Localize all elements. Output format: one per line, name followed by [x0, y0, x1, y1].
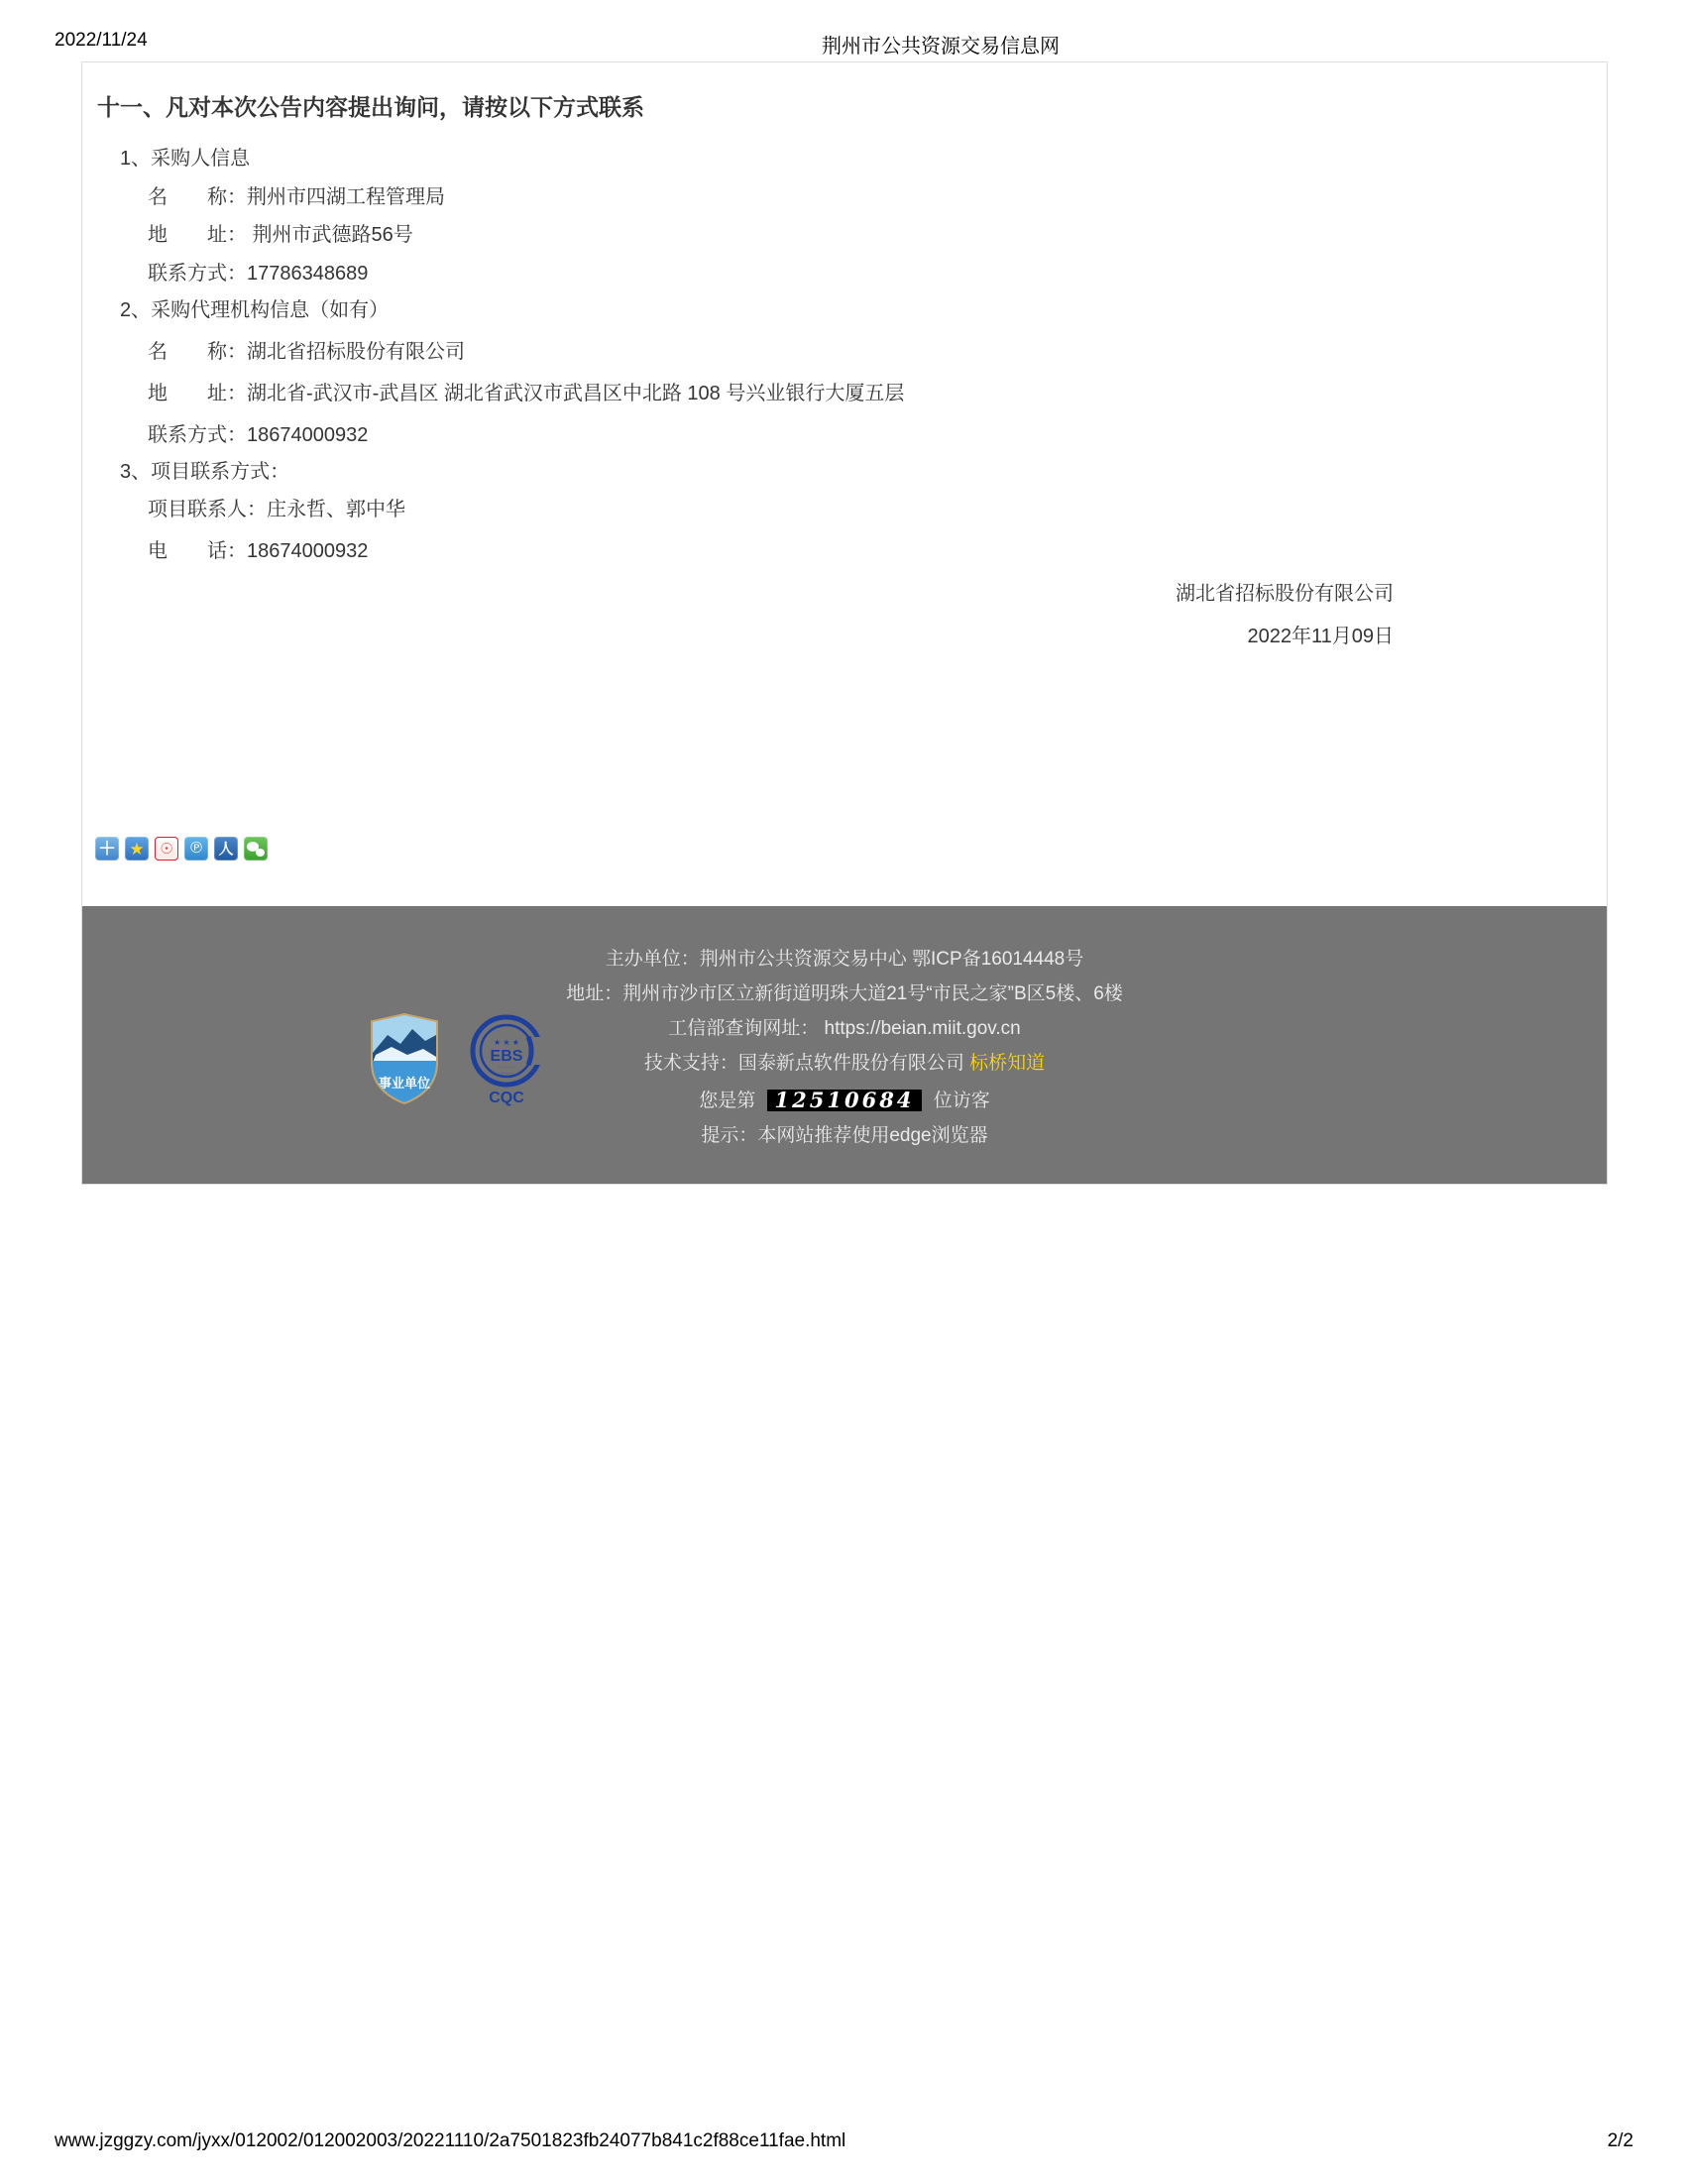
- agency-address: 地 址：湖北省-武汉市-武昌区 湖北省武汉市武昌区中北路 108 号兴业银行大厦五层: [148, 383, 905, 404]
- purchaser-contact: 联系方式：17786348689: [148, 263, 369, 285]
- visitor-counter: 12510684: [767, 1090, 923, 1111]
- project-contact-person: 项目联系人：庄永哲、郭中华: [148, 499, 405, 520]
- host-line: [82, 950, 1607, 969]
- biaoqiao-link[interactable]: 标桥知道: [969, 1053, 1046, 1074]
- weibo-share-icon[interactable]: [155, 837, 178, 861]
- icp-link[interactable]: 鄂ICP备16014448号: [912, 949, 1084, 970]
- signature-company: 湖北省招标股份有限公司: [1176, 583, 1394, 605]
- svg-text:CQC: CQC: [489, 1090, 524, 1106]
- ebs-cqc-badge-icon: [463, 1011, 552, 1106]
- host-label: 主办单位：荆州市公共资源交易中心: [605, 949, 907, 970]
- purchaser-name: 名 称：荆州市四湖工程管理局: [148, 186, 445, 208]
- p-glyph: ℗: [190, 840, 202, 857]
- star-glyph: ★: [129, 839, 145, 859]
- announcement-panel: [81, 61, 1608, 1185]
- miit-line: [82, 1019, 1607, 1038]
- share-expand-icon[interactable]: [95, 837, 119, 861]
- miit-link[interactable]: https://beian.miit.gov.cn: [824, 1018, 1021, 1039]
- svg-text:··········: ··········: [498, 1065, 515, 1071]
- print-date: 2022/11/24: [55, 30, 148, 51]
- page-url: www.jzggzy.com/jyxx/012002/012002003/20221110/2a7501823fb24077b841c2f88ce11fae.html: [55, 2130, 846, 2151]
- browser-tip: 提示：本网站推荐使用edge浏览器: [701, 1125, 988, 1146]
- visitor-line: [82, 1089, 1607, 1110]
- purchaser-address: 地 址： 荆州市武德路56号: [148, 224, 413, 246]
- qzone-share-icon[interactable]: [125, 837, 149, 861]
- ren-glyph: 人: [218, 840, 234, 858]
- svg-text:········: ········: [500, 1071, 513, 1077]
- page-number: 2/2: [1607, 2130, 1633, 2151]
- footer-badges: [368, 1011, 552, 1106]
- share-bar: [95, 837, 268, 861]
- institution-badge-icon: [368, 1011, 441, 1106]
- renren-share-icon[interactable]: [214, 837, 238, 861]
- signature-date: 2022年11月09日: [1247, 626, 1394, 647]
- svg-text:事业单位: 事业单位: [378, 1076, 431, 1091]
- agency-name: 名 称：湖北省招标股份有限公司: [148, 341, 465, 363]
- site-footer: [82, 906, 1607, 1184]
- section-heading: 十一、凡对本次公告内容提出询问，请按以下方式联系: [97, 94, 644, 120]
- weibo-glyph: ☉: [160, 840, 173, 858]
- project-contact-phone: 电 话：18674000932: [148, 540, 369, 562]
- support-label: 技术支持：国泰新点软件股份有限公司: [643, 1053, 964, 1074]
- svg-text:EBS: EBS: [490, 1048, 523, 1065]
- project-contact-label: 3、项目联系方式：: [120, 461, 290, 483]
- print-title: 荆州市公共资源交易信息网: [822, 36, 1060, 57]
- miit-label: 工信部查询网址：: [668, 1018, 820, 1039]
- address-line: 地址：荆州市沙市区立新街道明珠大道21号“市民之家”B区5楼、6楼: [566, 983, 1123, 1004]
- wechat-bubble-small-icon: [256, 849, 265, 857]
- plus-glyph: ＋: [98, 839, 116, 859]
- purchaser-info-label: 1、采购人信息: [120, 148, 251, 170]
- svg-text:★ ★ ★: ★ ★ ★: [494, 1038, 519, 1047]
- visitor-suffix: 位访客: [933, 1091, 990, 1111]
- wechat-share-icon[interactable]: [244, 837, 268, 861]
- visitor-prefix: 您是第: [699, 1091, 756, 1111]
- agency-info-label: 2、采购代理机构信息（如有）: [120, 299, 390, 321]
- support-line: [82, 1054, 1607, 1073]
- pengyou-share-icon[interactable]: [184, 837, 208, 861]
- agency-contact: 联系方式：18674000932: [148, 424, 369, 446]
